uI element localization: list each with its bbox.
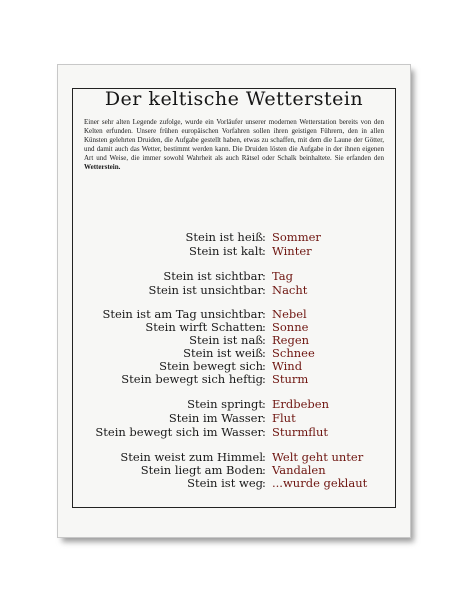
- rule-result: Sturm: [272, 372, 309, 386]
- rule-separator: :: [262, 320, 266, 334]
- rule-separator: :: [262, 476, 266, 490]
- rule-separator: :: [262, 411, 266, 425]
- rule-row: [58, 320, 410, 334]
- rule-separator: :: [262, 307, 266, 321]
- rule-condition: Stein ist weg: [187, 476, 263, 490]
- rule-row: [58, 244, 410, 258]
- rule-condition: Stein ist am Tag unsichtbar: [102, 307, 263, 321]
- rule-separator: :: [262, 230, 266, 244]
- rule-row: [58, 372, 410, 386]
- rule-result: Nebel: [272, 307, 307, 321]
- rule-result: Nacht: [272, 283, 308, 297]
- rule-condition: Stein ist kalt: [188, 244, 263, 258]
- rule-row: [58, 307, 410, 321]
- rule-condition: Stein liegt am Boden: [140, 463, 263, 477]
- rule-condition: Stein ist sichtbar: [163, 269, 263, 283]
- rule-row: [58, 346, 410, 360]
- rule-separator: :: [262, 283, 266, 297]
- rule-result: Schnee: [272, 346, 315, 360]
- rule-separator: :: [262, 269, 266, 283]
- rule-result: Vandalen: [272, 463, 326, 477]
- rule-condition: Stein ist naß: [189, 333, 263, 347]
- rule-result: Winter: [272, 244, 312, 258]
- rule-row: [58, 463, 410, 477]
- rule-row: [58, 411, 410, 425]
- rule-condition: Stein ist heiß: [185, 230, 263, 244]
- rule-result: Wind: [272, 359, 303, 373]
- rule-result: Sturmflut: [272, 425, 329, 439]
- rule-condition: Stein ist unsichtbar: [148, 283, 263, 297]
- rule-result: Erdbeben: [272, 397, 329, 411]
- rule-row: [58, 359, 410, 373]
- intro-bold-word: Wetterstein.: [84, 163, 121, 172]
- rule-row: [58, 230, 410, 244]
- rule-separator: :: [262, 333, 266, 347]
- rule-condition: Stein weist zum Himmel: [120, 450, 263, 464]
- rule-row: [58, 476, 410, 490]
- intro-paragraph: [84, 118, 384, 173]
- rule-condition: Stein ist weiß: [183, 346, 263, 360]
- intro-text: Einer sehr alten Legende zufolge, wurde ein Vorläufer unserer modernen Wetterstation bereits von den Kelten erfunden. Unsere frühen europäischen Vorfahren sollen ihren geistigen Führern, den in allen Künsten gelehrten Druiden, die Aufgabe gestellt haben, etwas zu schaffen, mit dem die Laune der Götter, und damit auch das Wetter, bestimmt werden kann. Die Druiden lösten die Aufgabe in der ihnen eigenen Art und Weise, die immer sowohl Wahrheit als auch Rätsel oder Schalk beinhaltete. Sie erfanden den: [84, 118, 384, 163]
- rule-separator: :: [262, 372, 266, 386]
- rule-row: [58, 425, 410, 439]
- rule-result: Sommer: [272, 230, 321, 244]
- rule-separator: :: [262, 244, 266, 258]
- rule-separator: :: [262, 463, 266, 477]
- rule-result: ...wurde geklaut: [272, 476, 368, 490]
- rule-condition: Stein bewegt sich heftig: [121, 372, 263, 386]
- rule-condition: Stein bewegt sich im Wasser: [95, 425, 263, 439]
- rule-result: Tag: [272, 269, 293, 283]
- rule-row: [58, 397, 410, 411]
- rule-separator: :: [262, 397, 266, 411]
- rule-result: Welt geht unter: [272, 450, 364, 464]
- rule-row: [58, 333, 410, 347]
- rule-separator: :: [262, 346, 266, 360]
- rule-result: Regen: [272, 333, 310, 347]
- rule-condition: Stein bewegt sich: [159, 359, 263, 373]
- poster-board: [57, 64, 411, 538]
- poster-title: Der keltische Wetterstein: [104, 88, 364, 110]
- rule-separator: :: [262, 359, 266, 373]
- rule-separator: :: [262, 425, 266, 439]
- rule-condition: Stein im Wasser: [168, 411, 263, 425]
- rule-row: [58, 450, 410, 464]
- rule-separator: :: [262, 450, 266, 464]
- rule-result: Sonne: [272, 320, 309, 334]
- rule-condition: Stein wirft Schatten: [145, 320, 263, 334]
- rule-result: Flut: [272, 411, 296, 425]
- rule-row: [58, 283, 410, 297]
- rule-row: [58, 269, 410, 283]
- rule-condition: Stein springt: [187, 397, 263, 411]
